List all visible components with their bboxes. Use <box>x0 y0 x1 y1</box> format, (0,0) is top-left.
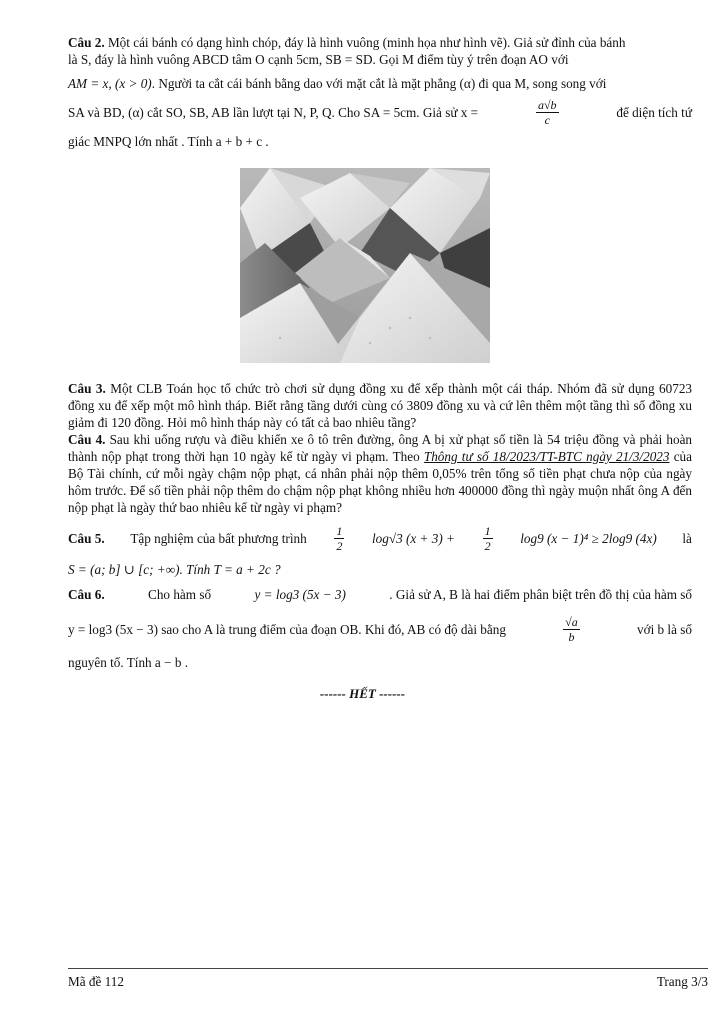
question-2-area-text: để diện tích tứ <box>616 105 692 120</box>
question-2-label: Câu 2. <box>68 35 105 50</box>
end-marker: ------ HẾT ------ <box>319 686 406 701</box>
question-3 <box>68 380 692 431</box>
question-6-text-3: với b là số <box>637 622 692 637</box>
question-6-intro: Cho hàm số <box>148 587 212 602</box>
question-2-plane-text: . Người ta cắt cái bánh bằng dao với mặt cắt là mặt phẳng (α) đi qua M, song song với <box>151 76 607 91</box>
question-4-reference: Thông tư số 18/2023/TT-BTC ngày 21/3/2023 <box>423 449 670 464</box>
exam-code: Mã đề 112 <box>68 974 124 989</box>
question-3-label: Câu 3. <box>68 381 106 396</box>
question-5-line-1 <box>68 524 692 553</box>
question-2 <box>68 34 692 68</box>
question-2-line-4 <box>68 98 692 127</box>
half-fraction-2 <box>483 524 493 553</box>
exam-page <box>68 34 692 150</box>
fraction-numerator: √a <box>565 615 578 629</box>
pyramid-cake-illustration <box>240 168 490 363</box>
question-5-text: Tập nghiệm của bất phương trình <box>130 531 307 546</box>
question-6-text-1: . Giả sử A, B là hai điểm phân biệt trên đồ thị của hàm số <box>389 587 692 602</box>
fraction-denominator: c <box>544 113 550 127</box>
questions-3-6 <box>68 380 692 671</box>
question-6-fraction <box>563 615 580 644</box>
half-fraction-1 <box>334 524 344 553</box>
fraction-numerator: a√b <box>537 98 557 112</box>
question-2-line-3 <box>68 75 692 92</box>
fraction-numerator: 1 <box>336 524 343 538</box>
question-6-line-3: nguyên tố. Tính a − b . <box>68 655 189 670</box>
question-4-text-2: của Bộ Tài chính, cứ mỗi ngày chậm nộp phạt, cá nhân phải nộp thêm 0,05% trên tổng số tiền phạt chưa nộp của ngày hôm trước. Để số tiền phải nộp thêm do chậm nộp phạt không nhiều hơn 400000 đồng thì ngày muộn nhất ông A đến nộp phạt là ngày thứ bao nhiêu kể từ ngày vi phạm? <box>68 449 692 515</box>
question-6-line-1 <box>68 586 692 603</box>
question-5-log-term-1: log√3 (x + 3) + <box>372 531 455 546</box>
question-5-log-term-2: log9 (x − 1)⁴ ≥ 2log9 (4x) <box>520 531 657 546</box>
question-2-am-condition: AM = x, (x > 0) <box>68 76 152 91</box>
question-2-line-1: Một cái bánh có dạng hình chóp, đáy là hình vuông (minh họa như hình vẽ). Giả sử đỉnh của bánh <box>107 35 626 50</box>
question-6-function: y = log3 (5x − 3) <box>254 587 346 602</box>
fraction-numerator: 1 <box>484 524 491 538</box>
question-5-label: Câu 5. <box>68 531 105 546</box>
question-2-fraction <box>536 98 559 127</box>
footer-divider <box>68 968 708 969</box>
fraction-denominator: 2 <box>484 539 491 553</box>
page-number: Trang 3/3 <box>656 974 708 989</box>
fraction-denominator: 2 <box>336 539 343 553</box>
question-4-text-1: Sau khi uống rượu và điều khiển xe ô tô trên đường, ông A bị xử phạt số tiền là 54 triệu đồng và phải hoàn thành nộp phạt trong thời hạn 10 ngày kể từ ngày vi phạm. Theo <box>68 432 693 464</box>
question-2-given-text: SA và BD, (α) cắt SO, SB, AB lần lượt tại N, P, Q. Cho SA = 5cm. Giả sử x = <box>68 105 479 120</box>
question-3-text: Một CLB Toán học tổ chức trò chơi sử dụng đồng xu để xếp thành một cái tháp. Nhóm đã sử dụng 60723 đồng xu để xếp một mô hình tháp. Biết rằng tầng dưới cùng có 3809 đồng xu và cứ lên thêm một tầng thì số đồng xu giảm đi 120 đồng. Hỏi mô hình tháp này có tất cả bao nhiêu tầng? <box>68 381 693 430</box>
question-6-text-2: y = log3 (5x − 3) sao cho A là trung điểm của đoạn OB. Khi đó, AB có độ dài bằng <box>68 622 506 637</box>
fraction-denominator: b <box>568 630 575 644</box>
question-4 <box>68 431 692 516</box>
question-2-line-2: là S, đáy là hình vuông ABCD tâm O cạnh 5cm, SB = SD. Gọi M điểm tùy ý trên đoạn AO với <box>68 52 569 67</box>
question-4-label: Câu 4. <box>68 432 106 447</box>
question-5-la: là <box>682 531 692 546</box>
pyramid-cake-photo <box>240 168 490 363</box>
question-6-label: Câu 6. <box>68 587 105 602</box>
question-2-line-5: giác MNPQ lớn nhất . Tính a + b + c . <box>68 134 269 149</box>
question-5-set: S = (a; b] ∪ [c; +∞). Tính T = a + 2c ? <box>68 562 281 577</box>
question-6-line-2 <box>68 615 692 644</box>
